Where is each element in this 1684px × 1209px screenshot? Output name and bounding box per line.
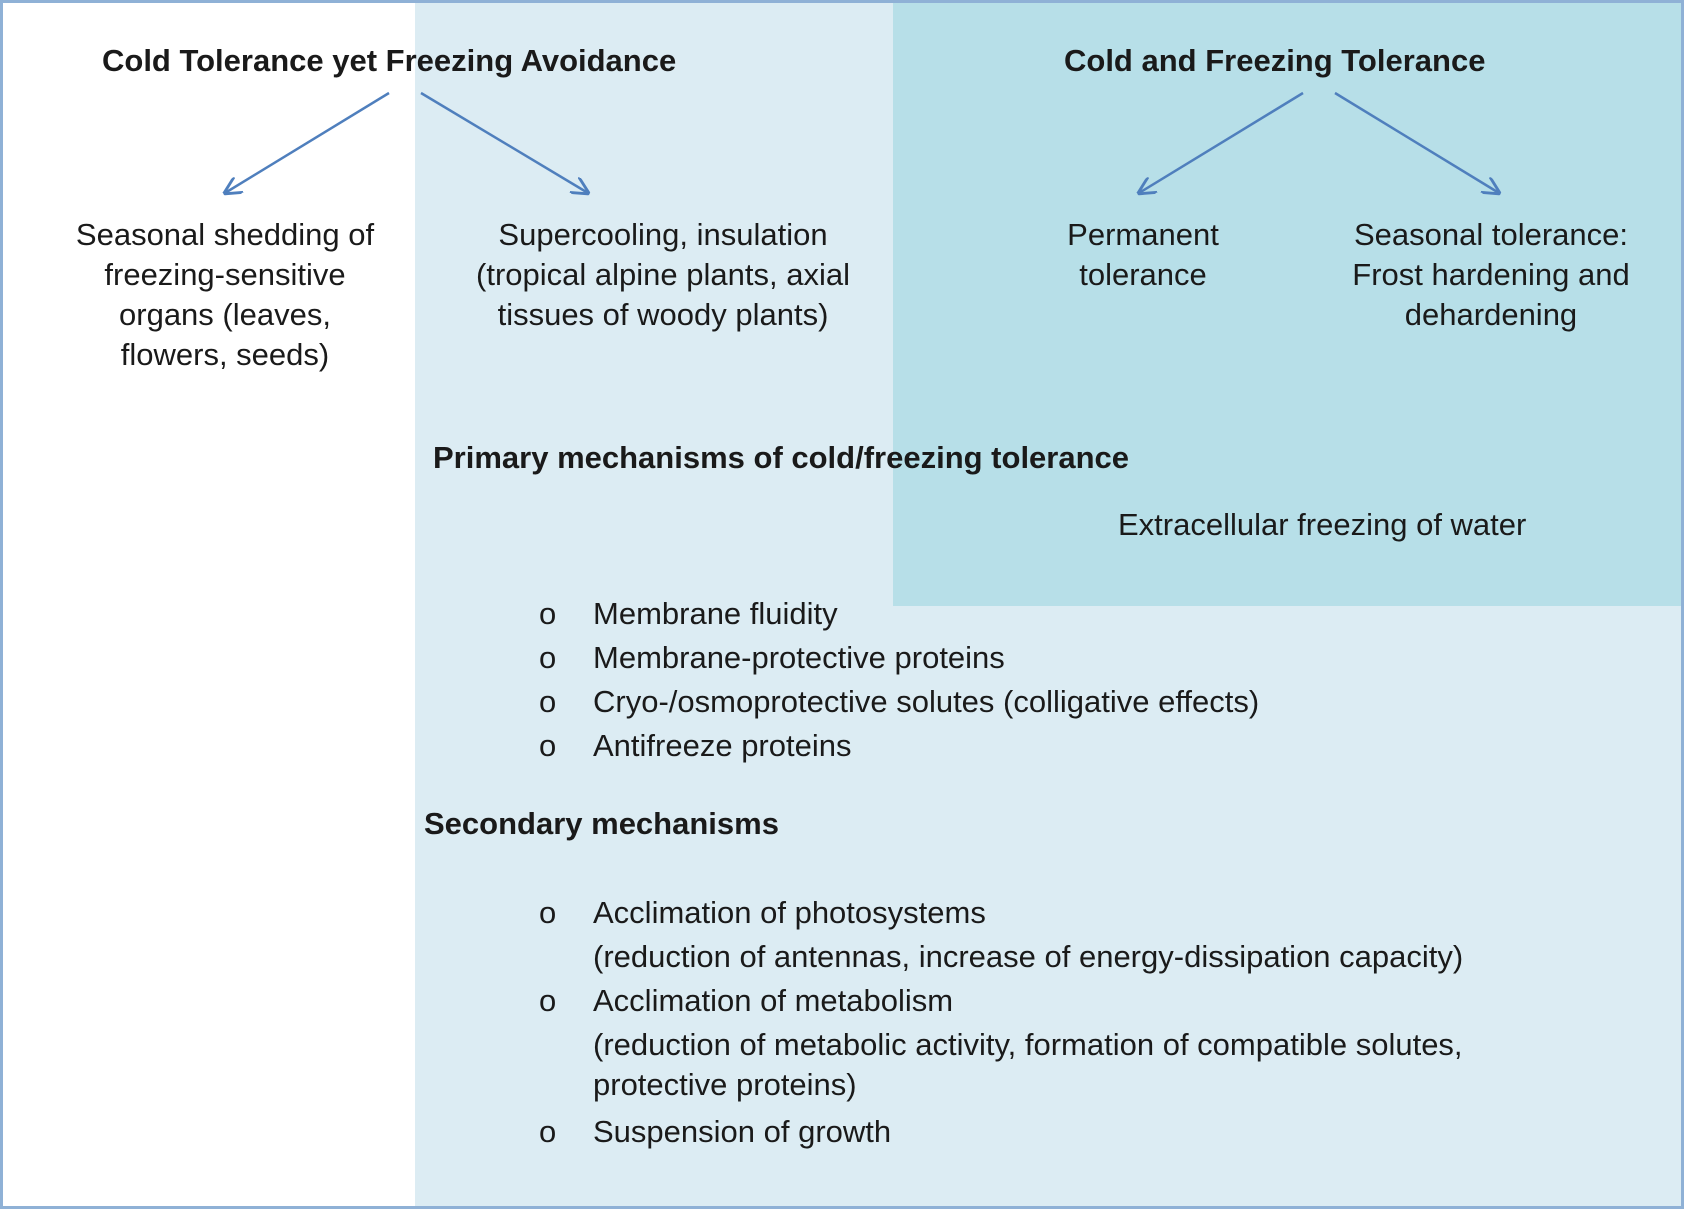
cold-freezing-tolerance-heading: Cold and Freezing Tolerance [1064, 43, 1486, 78]
bullet-marker: o [539, 1114, 557, 1149]
permanent-tolerance-text: Permanent tolerance [1067, 217, 1219, 292]
bullet-marker: o [539, 684, 557, 719]
secondary-item-suspension-of-growth: o Suspension of growth [539, 1112, 891, 1152]
bullet-marker: o [539, 596, 557, 631]
seasonal-shedding-text: Seasonal shedding of freezing-sensitive organs (leaves, flowers, seeds) [75, 217, 375, 372]
cold-tolerance-freezing-avoidance-heading: Cold Tolerance yet Freezing Avoidance [102, 43, 677, 78]
primary-item-membrane-protective-proteins: o Membrane-protective proteins [539, 638, 1005, 678]
extracellular-freezing-note: Extracellular freezing of water [1118, 507, 1527, 542]
secondary-item-metabolism: o Acclimation of metabolism (reduction of metabolic activity, formation of compatible solutes, protective proteins) [539, 983, 1463, 1102]
bullet-marker: o [539, 983, 557, 1018]
arrow-to-permanent-tolerance [1139, 93, 1303, 193]
bullet-marker: o [539, 895, 557, 930]
primary-item-antifreeze-proteins: o Antifreeze proteins [539, 726, 851, 766]
secondary-mechanisms-heading: Secondary mechanisms [424, 806, 779, 841]
primary-mechanisms-heading: Primary mechanisms of cold/freezing tolerance [433, 440, 1130, 475]
bullet-marker: o [539, 728, 557, 763]
arrow-to-supercooling [421, 93, 588, 193]
arrow-to-seasonal-shedding [225, 93, 389, 193]
bullet-marker: o [539, 640, 557, 675]
primary-item-membrane-fluidity: o Membrane fluidity [539, 594, 838, 634]
supercooling-insulation-text: Supercooling, insulation (tropical alpine plants, axial tissues of woody plants) [476, 217, 850, 332]
secondary-item-photosystems: o Acclimation of photosystems (reduction of antennas, increase of energy-dissipation capacity) [539, 895, 1464, 974]
primary-item-cryoprotective-solutes: o Cryo-/osmoprotective solutes (colligative effects) [539, 682, 1259, 722]
arrow-to-seasonal-tolerance [1335, 93, 1499, 193]
seasonal-tolerance-text: Seasonal tolerance: Frost hardening and dehardening [1352, 217, 1630, 332]
